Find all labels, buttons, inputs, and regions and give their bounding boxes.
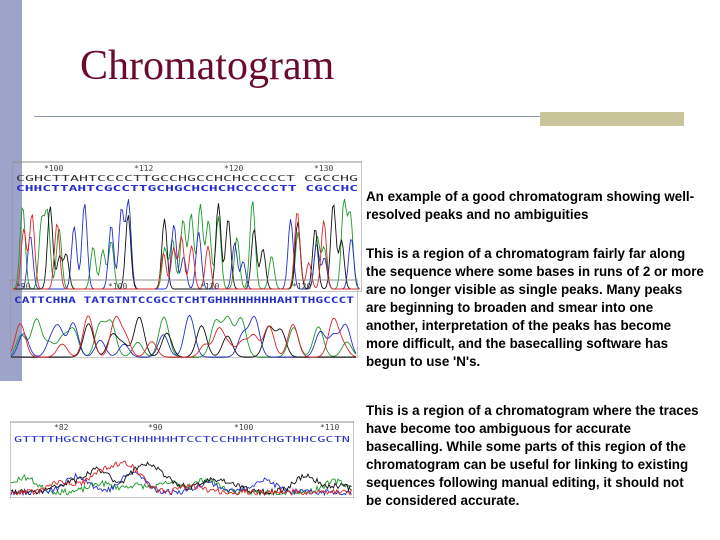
position-marker: *112 (134, 164, 154, 173)
position-marker: *120 (224, 164, 244, 173)
position-marker: *90 (16, 282, 31, 291)
position-marker: *130 (314, 164, 334, 173)
slide-title: Chromatogram (80, 43, 335, 89)
position-markers (16, 282, 311, 291)
chromatogram-good (12, 160, 362, 292)
position-marker: *100 (44, 164, 64, 173)
position-marker: *120 (292, 282, 312, 291)
chromatogram-ambiguous (10, 420, 354, 498)
called-bases-row: GTTTTHGCNCHGTCHHHHHHTCCTCCHHHTCHGTHHCGCTN (14, 435, 351, 444)
trace-G (13, 203, 360, 289)
position-markers (54, 423, 339, 432)
description-broadening: This is a region of a chromatogram fairly far along the sequence where some bases in runs of 2 or more are no longer visible as single peaks. Many peaks are beginning to broaden and smear into one another, interpretation of the peaks has become more difficult, and the basecalling software has begun to use 'N's. (366, 246, 704, 369)
position-marker: *110 (320, 423, 340, 432)
position-marker: *100 (108, 282, 128, 291)
trace-group (13, 199, 360, 289)
chromatogram-broadening (10, 278, 358, 358)
position-markers (44, 164, 333, 173)
trace-C (11, 315, 356, 357)
base-letters-row: CHHCTTAHTCGCCTTGCHGCHCHCHCCCCCTT CGCCHC (16, 183, 359, 193)
position-marker: *82 (54, 423, 69, 432)
trace-A (13, 199, 360, 289)
description-ambiguous: This is a region of a chromatogram where the traces have become too ambiguous for accurate basecalling. While some parts of this region of the chromatogram can be useful for linking to existing sequences following manual editing, it should not be considered accurate. (366, 403, 699, 508)
trace-group (11, 461, 352, 495)
position-marker: *110 (200, 282, 220, 291)
description-good: An example of a good chromatogram showing well-resolved peaks and no ambiguities (366, 189, 695, 222)
called-bases-row: CGHCTTAHTCCCCTTGCCHGCCHCHCCCCCT CGCCHG (16, 173, 359, 183)
position-marker: *90 (148, 423, 163, 432)
called-bases-row: CATTCHHA TATGTNTCCGCCTCHTGHHHHHHHHAHTTHGCCCT (14, 296, 354, 306)
trace-group (11, 315, 356, 357)
chromatogram-frame (10, 280, 358, 358)
position-marker: *100 (234, 423, 254, 432)
divider-accent-block (540, 112, 684, 126)
